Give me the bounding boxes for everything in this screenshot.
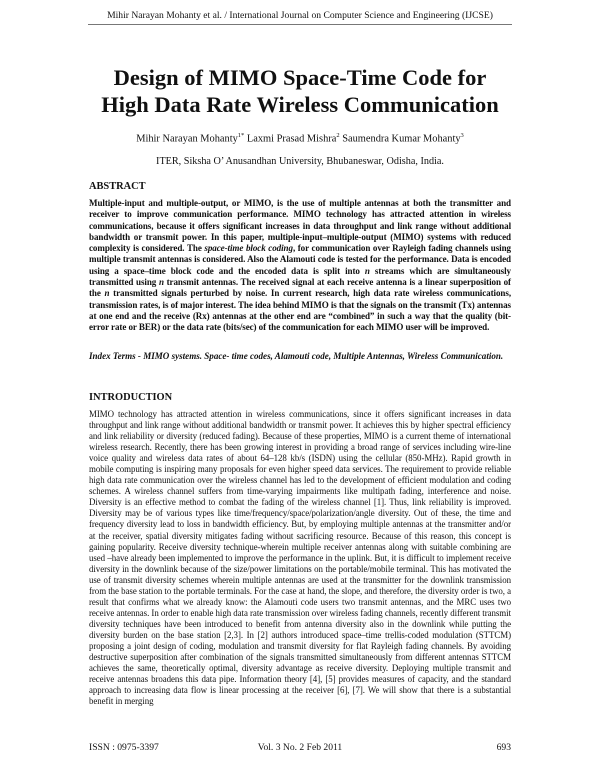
abstract-heading: ABSTRACT: [89, 181, 146, 192]
title-line-1: Design of MIMO Space-Time Code for: [113, 65, 487, 90]
page-footer: [89, 742, 511, 754]
author-name: Mihir Narayan Mohanty: [136, 133, 238, 145]
abstract-segment: transmitted signals perturbed by noise. In current research, high data rate wireless communications, transmission rates, is of major interest. The idea behind MIMO is that the signals on the transmit (Tx) antennas at one end and the receive (Rx) antennas at the other end are “combined” in such a way that the quality (bit-error rate or BER) or the data rate (bits/sec) of the communication for each MIMO user will be improved.: [89, 288, 511, 333]
footer-issn: ISSN : 0975-3397: [89, 742, 159, 753]
title-line-2: High Data Rate Wireless Communication: [101, 92, 499, 117]
abstract-text: [89, 198, 511, 334]
index-terms: Index Terms - MIMO systems. Space- time codes, Alamouti code, Multiple Antennas, Wireless Communication.: [89, 351, 504, 361]
author-mark: 3: [460, 132, 464, 139]
introduction-heading: INTRODUCTION: [89, 392, 173, 403]
author-name: Laxmi Prasad Mishra: [246, 133, 337, 145]
running-head: Mihir Narayan Mohanty et al. / International Journal on Computer Science and Engineering (IJCSE): [88, 10, 512, 25]
abstract-italic-term: n: [158, 277, 164, 288]
paper-title: [40, 64, 560, 118]
author-mark: 2: [336, 132, 340, 139]
abstract-segment: , for communication over Rayleigh fading channels using multiple transmit antennas is considered. Also the Alamouti code is tested for the performance. Data is encoded using a space–time block code and the encoded data is split into: [89, 243, 512, 276]
abstract-italic-term: space-time block coding: [204, 243, 293, 254]
footer-page-number: 693: [496, 742, 511, 753]
introduction-text: MIMO technology has attracted attention in wireless communications, since it offers significant increases in data throughput and link range without additional bandwidth or transmit power. It achieves this by higher spectral efficiency and link reliability or diversity (reduced fading). Because of these properties, MIMO is a current theme of international wireless research. Recently, there has been growing interest in providing a broad range of services including wire-line voice quality and wireless data rates of about 64–128 kb/s (ISDN) using the cellular (850-MHz). Rapid growth in mobile computing is inspiring many proposals for even higher speed data services. The requirement to provide reliable high data rate communication over the wireless channel has led to the development of efficient modulation and coding schemes. A wireless channel suffers from time-varying impairments like multipath fading, interference and noise. Diversity is an effective method to combat the fading of the wireless channel [1]. Thus, link reliability is improved. Diversity may be of various types like time/frequency/space/polarization/angle diversity. Out of these, the time and frequency diversity lead to loss in bandwidth efficiency. But, by employing multiple antennas at the transmitter and/or at the receiver, spatial diversity mitigates fading without sacrificing resource. Because of this reason, this concept is gaining popularity. Receive diversity technique-wherein multiple receiver antennas along with suitable combining are used –have already been implemented to improve the performance in the uplink. But, it is difficult to implement receive diversity in the downlink because of the size/power limitations on the portable/mobile terminal. This has motivated the use of transmit diversity schemes wherein multiple antennas are used at the transmitter for the downlink transmission from the base station to the portable terminals. For the case at hand, the slope, and therefore, the diversity order is two, a result that confirms what we already know: the Alamouti code users two transmit antennas, and the MRC uses two receive antennas. In order to enable high data rate transmission over wireless fading channels, recently different transmit diversity techniques have been introduced to benefit from antenna diversity also in the downlink while putting the diversity burden on the base station [2,3]. In [2] authors introduced space–time trellis-coded modulation (STTCM) proposing a joint design of coding, modulation and transmit diversity for flat Rayleigh fading channels. By avoiding destructive superposition after combination of the signals transmitted simultaneously from different antennas STTCM achieves the same, theoretically optimal, diversity advantage as receive diversity. Deploying multiple transmit and receive antennas broadens this data pipe. Information theory [4], [5] provides measures of capacity, and the standard approach to increasing data flow is linear processing at the receiver [6], [7]. We will show that there is a substantial benefit in merging: [89, 409, 511, 707]
author-name: Saumendra Kumar Mohanty: [342, 133, 461, 145]
abstract-segment: transmit antennas. The received signal at each receive antenna is a linear superposition of the: [89, 277, 511, 299]
footer-volume: Vol. 3 No. 2 Feb 2011: [257, 742, 343, 753]
abstract-italic-term: n: [364, 265, 370, 276]
affiliation: ITER, Siksha O’ Anusandhan University, Bhubaneswar, Odisha, India.: [156, 156, 444, 167]
abstract-segment: streams which are simultaneously transmitted using: [89, 265, 512, 288]
abstract-italic-term: n: [104, 288, 110, 299]
author-mark: 1*: [237, 132, 245, 139]
abstract-segment: Multiple-input and multiple-output, or MIMO, is the use of multiple antennas at both the transmitter and receiver to improve communication performance. MIMO technology has attracted attention in wireless communications, because it offers significant increases in data throughput and link range without additional bandwidth or transmit power. In this paper, multiple-input–multiple-output (MIMO) systems with reduced complexity is considered. The: [89, 198, 511, 254]
author-list: [60, 129, 540, 145]
